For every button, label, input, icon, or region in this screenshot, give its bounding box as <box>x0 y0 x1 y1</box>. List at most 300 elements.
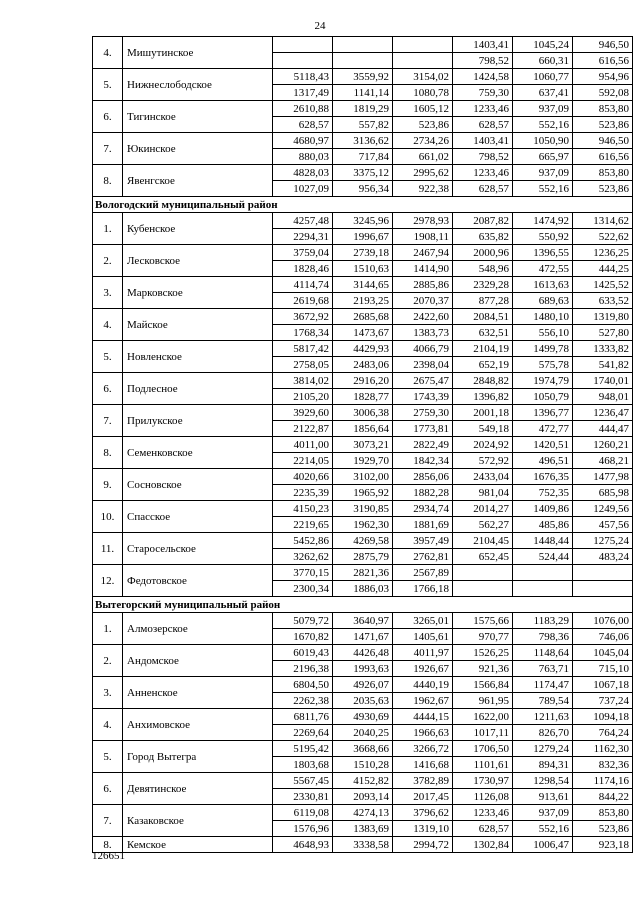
value-cell: 4020,66 <box>273 469 333 485</box>
row-index: 9. <box>93 469 123 501</box>
tariff-table <box>92 36 633 853</box>
value-cell: 3782,89 <box>393 773 453 789</box>
value-cell: 2087,82 <box>453 213 513 229</box>
value-cell: 1425,52 <box>573 277 633 293</box>
value-cell: 2035,63 <box>333 693 393 709</box>
row-index: 5. <box>93 341 123 373</box>
value-cell: 763,71 <box>513 661 573 677</box>
value-cell: 2262,38 <box>273 693 333 709</box>
table-row <box>93 37 633 53</box>
value-cell: 1966,63 <box>393 725 453 741</box>
value-cell: 880,03 <box>273 149 333 165</box>
value-cell: 3262,62 <box>273 549 333 565</box>
table-row <box>93 677 633 693</box>
value-cell: 5195,42 <box>273 741 333 757</box>
value-cell: 1045,04 <box>573 645 633 661</box>
value-cell: 633,52 <box>573 293 633 309</box>
value-cell: 557,82 <box>333 117 393 133</box>
value-cell: 665,97 <box>513 149 573 165</box>
value-cell: 2294,31 <box>273 229 333 245</box>
value-cell: 2219,65 <box>273 517 333 533</box>
value-cell: 1766,18 <box>393 581 453 597</box>
value-cell: 616,56 <box>573 53 633 69</box>
settlement-name: Лесковское <box>123 245 273 277</box>
value-cell: 1211,63 <box>513 709 573 725</box>
settlement-name: Мишутинское <box>123 37 273 69</box>
value-cell: 4680,97 <box>273 133 333 149</box>
value-cell: 1965,92 <box>333 485 393 501</box>
table-row <box>93 341 633 357</box>
value-cell: 628,57 <box>453 117 513 133</box>
value-cell: 923,18 <box>573 837 633 853</box>
section-title: Вытегорский муниципальный район <box>93 597 633 613</box>
value-cell: 853,80 <box>573 165 633 181</box>
table-row <box>93 805 633 821</box>
table-row <box>93 565 633 581</box>
value-cell: 2093,14 <box>333 789 393 805</box>
table-row <box>93 309 633 325</box>
section-header-row <box>93 197 633 213</box>
value-cell: 485,86 <box>513 517 573 533</box>
value-cell: 789,54 <box>513 693 573 709</box>
value-cell: 2467,94 <box>393 245 453 261</box>
value-cell: 660,31 <box>513 53 573 69</box>
value-cell: 3957,49 <box>393 533 453 549</box>
value-cell: 550,92 <box>513 229 573 245</box>
value-cell: 496,51 <box>513 453 573 469</box>
table-row <box>93 405 633 421</box>
value-cell: 4648,93 <box>273 837 333 853</box>
value-cell: 4114,74 <box>273 277 333 293</box>
value-cell: 1314,62 <box>573 213 633 229</box>
value-cell: 2856,06 <box>393 469 453 485</box>
settlement-name: Майское <box>123 309 273 341</box>
value-cell: 1298,54 <box>513 773 573 789</box>
value-cell: 444,25 <box>573 261 633 277</box>
value-cell: 1828,46 <box>273 261 333 277</box>
value-cell: 715,10 <box>573 661 633 677</box>
value-cell: 483,24 <box>573 549 633 565</box>
value-cell: 523,86 <box>573 821 633 837</box>
value-cell: 1045,24 <box>513 37 573 53</box>
value-cell: 1403,41 <box>453 133 513 149</box>
value-cell: 628,57 <box>453 821 513 837</box>
value-cell: 2070,37 <box>393 293 453 309</box>
value-cell: 2104,45 <box>453 533 513 549</box>
value-cell: 764,24 <box>573 725 633 741</box>
value-cell: 2214,05 <box>273 453 333 469</box>
settlement-name: Семенковское <box>123 437 273 469</box>
value-cell: 1162,30 <box>573 741 633 757</box>
value-cell: 1471,67 <box>333 629 393 645</box>
value-cell: 2734,26 <box>393 133 453 149</box>
value-cell: 1101,61 <box>453 757 513 773</box>
row-index: 5. <box>93 69 123 101</box>
settlement-name: Андомское <box>123 645 273 677</box>
settlement-name: Спасское <box>123 501 273 533</box>
value-cell: 1929,70 <box>333 453 393 469</box>
value-cell: 5079,72 <box>273 613 333 629</box>
row-index: 3. <box>93 277 123 309</box>
settlement-name: Сосновское <box>123 469 273 501</box>
value-cell: 685,98 <box>573 485 633 501</box>
value-cell: 3102,00 <box>333 469 393 485</box>
value-cell: 523,86 <box>393 117 453 133</box>
value-cell: 3006,38 <box>333 405 393 421</box>
value-cell: 2685,68 <box>333 309 393 325</box>
value-cell: 1076,00 <box>573 613 633 629</box>
value-cell: 1333,82 <box>573 341 633 357</box>
value-cell: 3338,58 <box>333 837 393 853</box>
value-cell: 954,96 <box>573 69 633 85</box>
row-index: 2. <box>93 245 123 277</box>
value-cell: 2978,93 <box>393 213 453 229</box>
value-cell: 552,16 <box>513 821 573 837</box>
value-cell: 1886,03 <box>333 581 393 597</box>
value-cell: 549,18 <box>453 421 513 437</box>
settlement-name: Юкинское <box>123 133 273 165</box>
value-cell: 1575,66 <box>453 613 513 629</box>
row-index: 4. <box>93 309 123 341</box>
value-cell: 1819,29 <box>333 101 393 117</box>
value-cell: 3245,96 <box>333 213 393 229</box>
value-cell: 981,04 <box>453 485 513 501</box>
value-cell: 1743,39 <box>393 389 453 405</box>
value-cell: 541,82 <box>573 357 633 373</box>
value-cell: 2822,49 <box>393 437 453 453</box>
value-cell: 632,51 <box>453 325 513 341</box>
value-cell <box>513 581 573 597</box>
value-cell: 1279,24 <box>513 741 573 757</box>
value-cell: 1477,98 <box>573 469 633 485</box>
settlement-name: Подлесное <box>123 373 273 405</box>
value-cell: 1474,92 <box>513 213 573 229</box>
row-index: 10. <box>93 501 123 533</box>
value-cell: 1908,11 <box>393 229 453 245</box>
table-row <box>93 245 633 261</box>
value-cell: 1383,73 <box>393 325 453 341</box>
value-cell: 1403,41 <box>453 37 513 53</box>
value-cell: 6119,08 <box>273 805 333 821</box>
value-cell <box>393 53 453 69</box>
value-cell <box>273 37 333 53</box>
value-cell: 853,80 <box>573 805 633 821</box>
value-cell: 652,45 <box>453 549 513 565</box>
value-cell: 921,36 <box>453 661 513 677</box>
settlement-name: Федотовское <box>123 565 273 597</box>
settlement-name: Кемское <box>123 837 273 853</box>
value-cell: 1236,25 <box>573 245 633 261</box>
table-row <box>93 773 633 789</box>
value-cell: 3559,92 <box>333 69 393 85</box>
value-cell: 1233,46 <box>453 805 513 821</box>
value-cell: 5817,42 <box>273 341 333 357</box>
value-cell: 575,78 <box>513 357 573 373</box>
value-cell: 2014,27 <box>453 501 513 517</box>
value-cell: 798,52 <box>453 149 513 165</box>
value-cell: 556,10 <box>513 325 573 341</box>
value-cell: 946,50 <box>573 37 633 53</box>
value-cell: 2104,19 <box>453 341 513 357</box>
value-cell: 1275,24 <box>573 533 633 549</box>
value-cell: 3929,60 <box>273 405 333 421</box>
value-cell: 3136,62 <box>333 133 393 149</box>
value-cell: 1383,69 <box>333 821 393 837</box>
value-cell: 2040,25 <box>333 725 393 741</box>
value-cell: 1027,09 <box>273 181 333 197</box>
value-cell: 937,09 <box>513 805 573 821</box>
value-cell: 3668,66 <box>333 741 393 757</box>
table-row <box>93 165 633 181</box>
value-cell: 572,92 <box>453 453 513 469</box>
value-cell: 1317,49 <box>273 85 333 101</box>
value-cell: 937,09 <box>513 101 573 117</box>
value-cell: 1319,80 <box>573 309 633 325</box>
value-cell: 1882,28 <box>393 485 453 501</box>
value-cell: 2610,88 <box>273 101 333 117</box>
section-header-row <box>93 597 633 613</box>
value-cell: 472,55 <box>513 261 573 277</box>
value-cell: 1416,68 <box>393 757 453 773</box>
value-cell: 1126,08 <box>453 789 513 805</box>
page-number: 24 <box>314 20 326 32</box>
settlement-name: Девятинское <box>123 773 273 805</box>
value-cell: 2001,18 <box>453 405 513 421</box>
value-cell: 3814,02 <box>273 373 333 389</box>
value-cell: 1881,69 <box>393 517 453 533</box>
value-cell: 592,08 <box>573 85 633 101</box>
table-row <box>93 501 633 517</box>
value-cell: 2934,74 <box>393 501 453 517</box>
value-cell: 472,77 <box>513 421 573 437</box>
value-cell: 1396,82 <box>453 389 513 405</box>
value-cell: 2193,25 <box>333 293 393 309</box>
value-cell: 1141,14 <box>333 85 393 101</box>
value-cell: 548,96 <box>453 261 513 277</box>
value-cell: 1480,10 <box>513 309 573 325</box>
settlement-name: Прилукское <box>123 405 273 437</box>
value-cell: 1396,55 <box>513 245 573 261</box>
value-cell: 1670,82 <box>273 629 333 645</box>
value-cell: 1622,00 <box>453 709 513 725</box>
value-cell: 1605,12 <box>393 101 453 117</box>
value-cell: 1148,64 <box>513 645 573 661</box>
value-cell: 2675,47 <box>393 373 453 389</box>
value-cell: 3265,01 <box>393 613 453 629</box>
value-cell: 1974,79 <box>513 373 573 389</box>
value-cell: 1233,46 <box>453 165 513 181</box>
value-cell: 1448,44 <box>513 533 573 549</box>
value-cell: 956,34 <box>333 181 393 197</box>
value-cell: 1676,35 <box>513 469 573 485</box>
value-cell: 3190,85 <box>333 501 393 517</box>
value-cell: 1060,77 <box>513 69 573 85</box>
value-cell <box>573 581 633 597</box>
value-cell: 652,19 <box>453 357 513 373</box>
value-cell: 1730,97 <box>453 773 513 789</box>
value-cell: 913,61 <box>513 789 573 805</box>
value-cell: 628,57 <box>273 117 333 133</box>
value-cell: 562,27 <box>453 517 513 533</box>
value-cell: 1174,47 <box>513 677 573 693</box>
value-cell: 1706,50 <box>453 741 513 757</box>
value-cell: 527,80 <box>573 325 633 341</box>
value-cell: 1576,96 <box>273 821 333 837</box>
row-index: 3. <box>93 677 123 709</box>
value-cell: 2024,92 <box>453 437 513 453</box>
row-index: 6. <box>93 773 123 805</box>
value-cell: 4257,48 <box>273 213 333 229</box>
row-index: 8. <box>93 837 123 853</box>
value-cell: 3770,15 <box>273 565 333 581</box>
value-cell: 2567,89 <box>393 565 453 581</box>
value-cell: 1566,84 <box>453 677 513 693</box>
value-cell: 798,52 <box>453 53 513 69</box>
value-cell: 1067,18 <box>573 677 633 693</box>
value-cell: 4066,79 <box>393 341 453 357</box>
value-cell: 637,41 <box>513 85 573 101</box>
value-cell: 4429,93 <box>333 341 393 357</box>
row-index: 1. <box>93 213 123 245</box>
table-row <box>93 533 633 549</box>
value-cell: 2105,20 <box>273 389 333 405</box>
table-row <box>93 741 633 757</box>
value-cell: 2084,51 <box>453 309 513 325</box>
row-index: 6. <box>93 101 123 133</box>
value-cell: 946,50 <box>573 133 633 149</box>
value-cell: 1740,01 <box>573 373 633 389</box>
value-cell: 522,62 <box>573 229 633 245</box>
value-cell: 524,44 <box>513 549 573 565</box>
value-cell: 3375,12 <box>333 165 393 181</box>
value-cell: 4152,82 <box>333 773 393 789</box>
table-row <box>93 213 633 229</box>
value-cell: 2875,79 <box>333 549 393 565</box>
section-title: Вологодский муниципальный район <box>93 197 633 213</box>
table-row <box>93 613 633 629</box>
value-cell: 4274,13 <box>333 805 393 821</box>
value-cell: 2994,72 <box>393 837 453 853</box>
value-cell: 1803,68 <box>273 757 333 773</box>
value-cell: 616,56 <box>573 149 633 165</box>
value-cell: 1510,28 <box>333 757 393 773</box>
value-cell: 2759,30 <box>393 405 453 421</box>
value-cell: 635,82 <box>453 229 513 245</box>
value-cell: 1473,67 <box>333 325 393 341</box>
settlement-name: Явенгское <box>123 165 273 197</box>
value-cell: 1962,30 <box>333 517 393 533</box>
value-cell: 752,35 <box>513 485 573 501</box>
value-cell: 737,24 <box>573 693 633 709</box>
value-cell: 1236,47 <box>573 405 633 421</box>
document-code: 126651 <box>92 850 125 862</box>
value-cell: 2422,60 <box>393 309 453 325</box>
settlement-name: Анхимовское <box>123 709 273 741</box>
value-cell: 523,86 <box>573 181 633 197</box>
value-cell: 1094,18 <box>573 709 633 725</box>
value-cell: 3266,72 <box>393 741 453 757</box>
row-index: 7. <box>93 405 123 437</box>
value-cell: 1828,77 <box>333 389 393 405</box>
value-cell: 1260,21 <box>573 437 633 453</box>
table-row <box>93 437 633 453</box>
row-index: 7. <box>93 133 123 165</box>
row-index: 8. <box>93 437 123 469</box>
value-cell: 1233,46 <box>453 101 513 117</box>
row-index: 8. <box>93 165 123 197</box>
value-cell: 6804,50 <box>273 677 333 693</box>
settlement-name: Анненское <box>123 677 273 709</box>
value-cell: 1302,84 <box>453 837 513 853</box>
value-cell: 2433,04 <box>453 469 513 485</box>
value-cell <box>333 53 393 69</box>
value-cell: 4269,58 <box>333 533 393 549</box>
value-cell: 826,70 <box>513 725 573 741</box>
value-cell: 2758,05 <box>273 357 333 373</box>
value-cell: 1405,61 <box>393 629 453 645</box>
value-cell <box>573 565 633 581</box>
table-row <box>93 277 633 293</box>
value-cell: 3640,97 <box>333 613 393 629</box>
value-cell: 2848,82 <box>453 373 513 389</box>
value-cell: 1768,34 <box>273 325 333 341</box>
value-cell: 2483,06 <box>333 357 393 373</box>
value-cell: 1174,16 <box>573 773 633 789</box>
table-row <box>93 373 633 389</box>
value-cell: 1996,67 <box>333 229 393 245</box>
table-row <box>93 133 633 149</box>
value-cell: 4426,48 <box>333 645 393 661</box>
table-body <box>93 37 633 853</box>
value-cell: 1319,10 <box>393 821 453 837</box>
value-cell: 4011,97 <box>393 645 453 661</box>
value-cell: 1017,11 <box>453 725 513 741</box>
value-cell: 3144,65 <box>333 277 393 293</box>
value-cell: 1613,63 <box>513 277 573 293</box>
value-cell: 2885,86 <box>393 277 453 293</box>
value-cell: 2300,34 <box>273 581 333 597</box>
value-cell: 961,95 <box>453 693 513 709</box>
row-index: 5. <box>93 741 123 773</box>
value-cell: 2017,45 <box>393 789 453 805</box>
value-cell: 2269,64 <box>273 725 333 741</box>
value-cell: 4930,69 <box>333 709 393 725</box>
value-cell: 1926,67 <box>393 661 453 677</box>
value-cell: 4444,15 <box>393 709 453 725</box>
value-cell: 4926,07 <box>333 677 393 693</box>
value-cell: 937,09 <box>513 165 573 181</box>
settlement-name: Тигинское <box>123 101 273 133</box>
value-cell: 457,56 <box>573 517 633 533</box>
value-cell <box>513 565 573 581</box>
settlement-name: Марковское <box>123 277 273 309</box>
value-cell: 759,30 <box>453 85 513 101</box>
settlement-name: Новленское <box>123 341 273 373</box>
value-cell: 1510,63 <box>333 261 393 277</box>
value-cell: 1249,56 <box>573 501 633 517</box>
value-cell: 894,31 <box>513 757 573 773</box>
value-cell: 1526,25 <box>453 645 513 661</box>
value-cell: 1773,81 <box>393 421 453 437</box>
value-cell: 1409,86 <box>513 501 573 517</box>
value-cell: 1499,78 <box>513 341 573 357</box>
value-cell: 970,77 <box>453 629 513 645</box>
value-cell: 2739,18 <box>333 245 393 261</box>
row-index: 4. <box>93 37 123 69</box>
settlement-name: Алмозерское <box>123 613 273 645</box>
value-cell: 2762,81 <box>393 549 453 565</box>
settlement-name: Город Вытегра <box>123 741 273 773</box>
